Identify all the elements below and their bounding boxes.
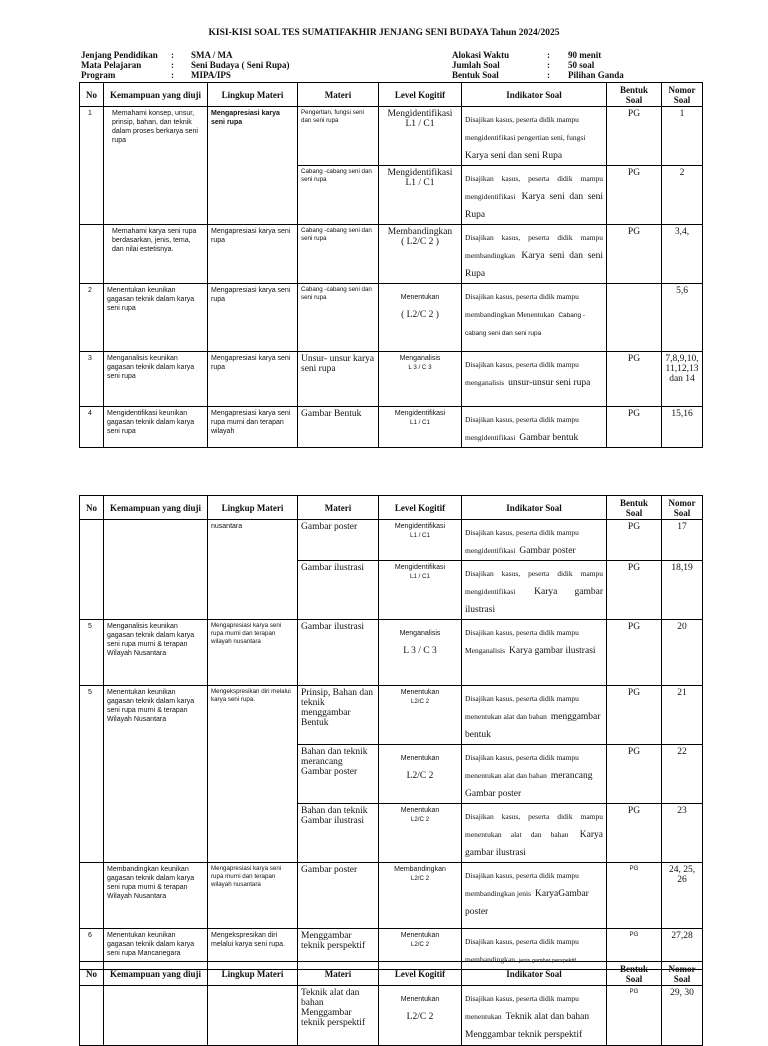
cell-bentuk: PG bbox=[607, 561, 662, 620]
cell-nomor: 27,28 bbox=[662, 929, 703, 970]
cell-kemampuan: Mengidentifikasi keunikan gagasan teknik dalam karya seni rupa bbox=[104, 407, 208, 448]
info-value: Pilihan Ganda bbox=[568, 70, 624, 80]
cell-indikator: Disajikan kasus, peserta didik mampu mengidentifikasi Gambar poster bbox=[462, 520, 607, 561]
cell-nomor: 23 bbox=[662, 804, 703, 863]
info-label: Jumlah Soal bbox=[452, 60, 500, 70]
cell-indikator: Disajikan kasus, peserta didik mampu membandingkan Karya seni dan seni Rupa bbox=[462, 225, 607, 284]
header-bentuk: Bentuk Soal bbox=[607, 496, 662, 520]
header-materi: Materi bbox=[298, 83, 379, 107]
cell-bentuk: PG bbox=[607, 107, 662, 166]
info-sep: : bbox=[171, 50, 174, 60]
cell-materi: Prinsip, Bahan dan teknik menggambar Bentuk bbox=[298, 686, 379, 745]
document-title: KISI-KISI SOAL TES SUMATIFAKHIR JENJANG SENI BUDAYA Tahun 2024/2025 bbox=[208, 28, 560, 38]
table-row bbox=[80, 986, 703, 1046]
table-row bbox=[80, 284, 703, 352]
header-kemampuan: Kemampuan yang diuji bbox=[104, 962, 208, 986]
cell-lingkup: Mengapresiasi karya seni rupa murni dan terapan wilayah nusantara bbox=[208, 620, 298, 686]
header-indikator: Indikator Soal bbox=[462, 962, 607, 986]
cell-no: 6 bbox=[80, 929, 104, 970]
cell-indikator: Disajikan kasus, peserta didik mampu membandingkan Menentukan Cabang - cabang seni dan seni rupa bbox=[462, 284, 607, 352]
cell-bentuk: PG bbox=[607, 804, 662, 863]
header-nomor: Nomor Soal bbox=[662, 83, 703, 107]
header-level: Level Kogitif bbox=[379, 83, 462, 107]
cell-kemampuan: Membandingkan keunikan gagasan teknik dalam karya seni rupa murni & terapan Wilayah Nusantara bbox=[104, 863, 208, 929]
cell-no: 3 bbox=[80, 352, 104, 407]
table-row bbox=[80, 620, 703, 686]
cell-materi: Gambar Bentuk bbox=[298, 407, 379, 448]
cell-lingkup: Mengapresiasi karya seni rupa bbox=[208, 225, 298, 284]
cell-lingkup: Mengapresiasi karya seni rupa murni dan terapan wilayah nusantara bbox=[208, 863, 298, 929]
cell-level: Menentukan L2/C 2 bbox=[379, 745, 462, 804]
info-label: Program bbox=[81, 70, 116, 80]
cell-indikator: Disajikan kasus, peserta didik mampu mengidentifikasi Karya seni dan seni Rupa bbox=[462, 166, 607, 225]
cell-kemampuan: Menentukan keunikan gagasan teknik dalam karya seni rupa murni & terapan Wilayah Nusantara bbox=[104, 686, 208, 863]
cell-bentuk: PG bbox=[607, 352, 662, 407]
cell-bentuk bbox=[607, 284, 662, 352]
cell-materi: Cabang -cabang seni dan seni rupa bbox=[298, 225, 379, 284]
cell-level: Membandingkan ( L2/C 2 ) bbox=[379, 225, 462, 284]
cell-no: 2 bbox=[80, 284, 104, 352]
info-label: Bentuk Soal bbox=[452, 70, 499, 80]
cell-nomor: 5,6 bbox=[662, 284, 703, 352]
cell-materi: Bahan dan teknik Gambar ilustrasi bbox=[298, 804, 379, 863]
cell-no bbox=[80, 863, 104, 929]
cell-bentuk: PG bbox=[607, 745, 662, 804]
cell-bentuk: PG bbox=[607, 620, 662, 686]
cell-nomor: 7,8,9,10, 11,12,13 dan 14 bbox=[662, 352, 703, 407]
header-level: Level Kogitif bbox=[379, 962, 462, 986]
table-row bbox=[80, 686, 703, 745]
cell-level: Mengidentifikasi L1 / C1 bbox=[379, 407, 462, 448]
cell-no: 1 bbox=[80, 107, 104, 225]
table-row bbox=[80, 520, 703, 561]
cell-bentuk: PG bbox=[607, 863, 662, 929]
cell-level: Membandingkan L2/C 2 bbox=[379, 863, 462, 929]
info-label: Jenjang Pendidikan bbox=[81, 50, 158, 60]
info-row bbox=[452, 60, 624, 70]
cell-lingkup: Mengekspresikan diri melalui karya seni rupa. bbox=[208, 929, 298, 970]
cell-bentuk: PG bbox=[607, 929, 662, 970]
cell-indikator: Disajikan kasus, peserta didik mampu mengidentifikasi Gambar bentuk bbox=[462, 407, 607, 448]
cell-lingkup: Mengapresiasi karya seni rupa bbox=[208, 284, 298, 352]
cell-materi: Unsur- unsur karya seni rupa bbox=[298, 352, 379, 407]
header-level: Level Kogitif bbox=[379, 496, 462, 520]
cell-indikator: Disajikan kasus, peserta didik mampu Menganalisis Karya gambar ilustrasi bbox=[462, 620, 607, 686]
cell-materi: Gambar ilustrasi bbox=[298, 561, 379, 620]
cell-lingkup: Mengapresiasi karya seni rupa murni dan terapan wilayah bbox=[208, 407, 298, 448]
cell-bentuk: PG bbox=[607, 686, 662, 745]
info-sep: : bbox=[547, 50, 550, 60]
table-header-row bbox=[80, 496, 703, 520]
cell-lingkup bbox=[208, 986, 298, 1046]
cell-no bbox=[80, 520, 104, 620]
cell-materi: Menggambar teknik perspektif bbox=[298, 929, 379, 970]
cell-nomor: 3,4, bbox=[662, 225, 703, 284]
cell-materi: Teknik alat dan bahan Menggambar teknik perspektif bbox=[298, 986, 379, 1046]
cell-indikator: Disajikan kasus, peserta didik mampu mengidentifikasi Karya gambar ilustrasi bbox=[462, 561, 607, 620]
cell-bentuk: PG bbox=[607, 166, 662, 225]
table-row bbox=[80, 352, 703, 407]
info-label: Alokasi Waktu bbox=[452, 50, 510, 60]
cell-level: Menentukan L2/C 2 bbox=[379, 804, 462, 863]
cell-nomor: 29, 30 bbox=[662, 986, 703, 1046]
header-lingkup: Lingkup Materi bbox=[208, 962, 298, 986]
cell-level: Menentukan L2/C 2 bbox=[379, 929, 462, 970]
cell-no: 4 bbox=[80, 407, 104, 448]
cell-indikator: Disajikan kasus, peserta didik mampu membandingkan jenis gambar perspektif bbox=[462, 929, 607, 970]
header-materi: Materi bbox=[298, 496, 379, 520]
cell-kemampuan: Menganalisis keunikan gagasan teknik dalam karya seni rupa murni & terapan Wilayah Nusantara bbox=[104, 620, 208, 686]
header-nomor: Nomor Soal bbox=[662, 496, 703, 520]
cell-indikator: Disajikan kasus, peserta didik mampu mengidentifikasi pengertian seni, fungsi Karya seni dan seni Rupa bbox=[462, 107, 607, 166]
info-label: Mata Pelajaran bbox=[81, 60, 142, 70]
cell-materi: Gambar poster bbox=[298, 520, 379, 561]
kisi-table-2 bbox=[79, 495, 703, 970]
info-row bbox=[81, 70, 290, 80]
table-row bbox=[80, 225, 703, 284]
table-header-row bbox=[80, 962, 703, 986]
cell-bentuk: PG bbox=[607, 986, 662, 1046]
header-indikator: Indikator Soal bbox=[462, 496, 607, 520]
info-sep: : bbox=[547, 60, 550, 70]
info-value: Seni Budaya ( Seni Rupa) bbox=[191, 60, 290, 70]
info-value: SMA / MA bbox=[191, 50, 233, 60]
header-lingkup: Lingkup Materi bbox=[208, 83, 298, 107]
header-kemampuan: Kemampuan yang diuji bbox=[104, 496, 208, 520]
cell-no bbox=[80, 225, 104, 284]
cell-kemampuan: Menentukan keunikan gagasan teknik dalam karya seni rupa Mancanegara bbox=[104, 929, 208, 970]
cell-indikator: Disajikan kasus, peserta didik mampu menentukan alat dan bahan menggambar bentuk bbox=[462, 686, 607, 745]
cell-nomor: 22 bbox=[662, 745, 703, 804]
info-sep: : bbox=[547, 70, 550, 80]
cell-kemampuan: Memahami konsep, unsur, prinsip, bahan, dan teknik dalam proses berkarya seni rupa bbox=[104, 107, 208, 225]
cell-level: Menentukan L2/C 2 bbox=[379, 686, 462, 745]
cell-indikator: Disajikan kasus, peserta didik mampu menentukan alat dan bahan Karya gambar ilustrasi bbox=[462, 804, 607, 863]
cell-level: Mengidentifikasi L1 / C1 bbox=[379, 520, 462, 561]
cell-lingkup: nusantara bbox=[208, 520, 298, 620]
cell-nomor: 17 bbox=[662, 520, 703, 561]
cell-level: Menganalisis L 3 / C 3 bbox=[379, 352, 462, 407]
cell-level: Menganalisis L 3 / C 3 bbox=[379, 620, 462, 686]
header-no: No bbox=[80, 496, 104, 520]
cell-bentuk: PG bbox=[607, 520, 662, 561]
table-row bbox=[80, 407, 703, 448]
cell-indikator: Disajikan kasus, peserta didik mampu membandingkan jenis KaryaGambar poster bbox=[462, 863, 607, 929]
cell-nomor: 24, 25, 26 bbox=[662, 863, 703, 929]
cell-lingkup: Mengapresiasi karya seni rupa bbox=[208, 352, 298, 407]
info-row bbox=[452, 70, 624, 80]
cell-kemampuan bbox=[104, 986, 208, 1046]
header-no: No bbox=[80, 962, 104, 986]
info-value: 90 menit bbox=[568, 50, 602, 60]
cell-nomor: 2 bbox=[662, 166, 703, 225]
cell-lingkup: Mengekspresikan diri melalui karya seni rupa. bbox=[208, 686, 298, 863]
cell-nomor: 15,16 bbox=[662, 407, 703, 448]
header-bentuk: Bentuk Soal bbox=[607, 962, 662, 986]
info-row bbox=[81, 50, 290, 60]
cell-no: 5 bbox=[80, 620, 104, 686]
cell-level: Mengidentifikasi L1 / C1 bbox=[379, 107, 462, 166]
cell-no: 5 bbox=[80, 686, 104, 863]
cell-kemampuan: Menentukan keunikan gagasan teknik dalam karya seni rupa bbox=[104, 284, 208, 352]
header-indikator: Indikator Soal bbox=[462, 83, 607, 107]
cell-bentuk: PG bbox=[607, 407, 662, 448]
info-value: MIPA/IPS bbox=[191, 70, 231, 80]
kisi-table-1 bbox=[79, 82, 703, 448]
cell-nomor: 21 bbox=[662, 686, 703, 745]
cell-materi: Cabang -cabang seni dan seni rupa bbox=[298, 166, 379, 225]
cell-bentuk: PG bbox=[607, 225, 662, 284]
header-lingkup: Lingkup Materi bbox=[208, 496, 298, 520]
cell-nomor: 20 bbox=[662, 620, 703, 686]
cell-nomor: 1 bbox=[662, 107, 703, 166]
cell-level: Mengidentifikasi L1 / C1 bbox=[379, 166, 462, 225]
info-right bbox=[452, 50, 624, 80]
table-header-row bbox=[80, 83, 703, 107]
cell-no bbox=[80, 986, 104, 1046]
cell-materi: Pengertian, fungsi seni dan seni rupa bbox=[298, 107, 379, 166]
header-no: No bbox=[80, 83, 104, 107]
cell-kemampuan: Menganalisis keunikan gagasan teknik dalam karya seni rupa bbox=[104, 352, 208, 407]
cell-indikator: Disajikan kasus, peserta didik mampu menentukan Teknik alat dan bahan Menggambar teknik perspektif bbox=[462, 986, 607, 1046]
cell-kemampuan bbox=[104, 520, 208, 620]
cell-level: Menentukan ( L2/C 2 ) bbox=[379, 284, 462, 352]
cell-nomor: 18,19 bbox=[662, 561, 703, 620]
cell-materi: Cabang -cabang seni dan seni rupa bbox=[298, 284, 379, 352]
header-materi: Materi bbox=[298, 962, 379, 986]
cell-indikator: Disajikan kasus, peserta didik mampu menganalisis unsur-unsur seni rupa bbox=[462, 352, 607, 407]
kisi-table-3 bbox=[79, 961, 703, 1046]
info-sep: : bbox=[171, 60, 174, 70]
cell-materi: Gambar poster bbox=[298, 863, 379, 929]
cell-materi: Gambar ilustrasi bbox=[298, 620, 379, 686]
info-value: 50 soal bbox=[568, 60, 595, 70]
cell-kemampuan: Memahami karya seni rupa berdasarkan, jenis, tema, dan nilai estetisnya. bbox=[104, 225, 208, 284]
info-sep: : bbox=[171, 70, 174, 80]
table-row bbox=[80, 107, 703, 166]
cell-level: Mengidentifikasi L1 / C1 bbox=[379, 561, 462, 620]
info-row bbox=[81, 60, 290, 70]
cell-lingkup: Mengapresiasi karya seni rupa bbox=[208, 107, 298, 225]
header-bentuk: Bentuk Soal bbox=[607, 83, 662, 107]
cell-indikator: Disajikan kasus, peserta didik mampu menentukan alat dan bahan merancang Gambar poster bbox=[462, 745, 607, 804]
header-nomor: Nomor Soal bbox=[662, 962, 703, 986]
info-left bbox=[81, 50, 290, 80]
table-row bbox=[80, 863, 703, 929]
cell-level: Menentukan L2/C 2 bbox=[379, 986, 462, 1046]
info-row bbox=[452, 50, 624, 60]
header-kemampuan: Kemampuan yang diuji bbox=[104, 83, 208, 107]
cell-materi: Bahan dan teknik merancang Gambar poster bbox=[298, 745, 379, 804]
